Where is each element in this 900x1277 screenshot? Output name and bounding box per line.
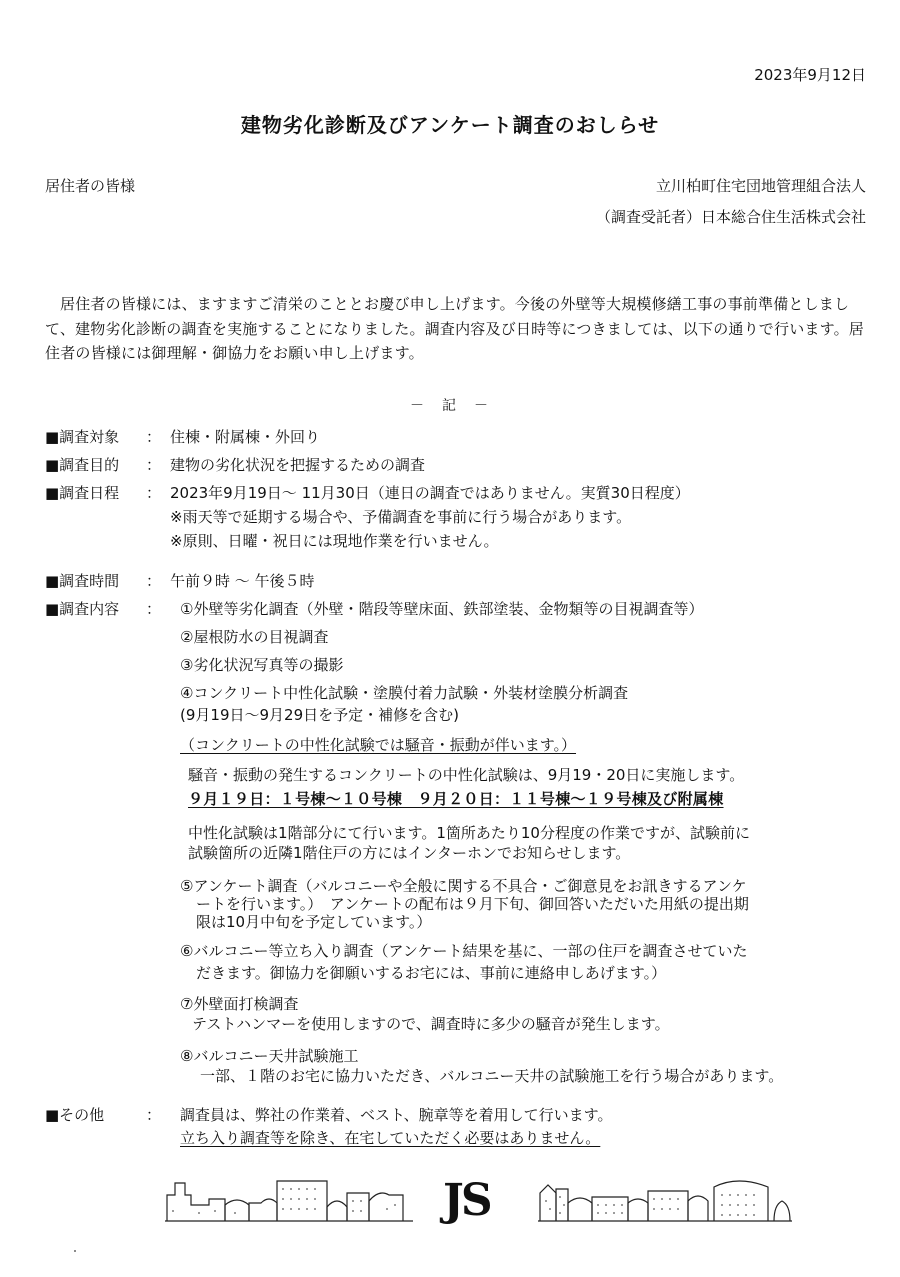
content-item-7-desc: テストハンマーを使用しますので、調査時に多少の騒音が発生します。 (192, 1015, 670, 1033)
intro-paragraph: 居住者の皆様には、ますますご清栄のこととお慶び申し上げます。今後の外壁等大規模修繕工事の事前準備としまして、建物劣化診断の調査を実施することになりました。調査内容及び日時等につきましては、以下の通りで行います。居住者の皆様には御理解・御協力をお願い申し上げます。 (45, 295, 865, 362)
content-item-6-line-1: ⑥バルコニー等立ち入り調査（アンケート結果を基に、一部の住戸を調査させていた (180, 942, 748, 960)
skyline-right-illustration (538, 1175, 793, 1225)
scan-speck (74, 1250, 76, 1252)
addressee: 居住者の皆様 (45, 177, 136, 195)
schedule-colon: ： (146, 484, 162, 502)
skyline-left-illustration (165, 1175, 415, 1225)
contractor-name: （調査受託者）日本総合住生活株式会社 (595, 208, 866, 226)
target-value: 住棟・附属棟・外回り (170, 428, 321, 446)
other-colon: ： (146, 1106, 162, 1124)
content-item-4-note-1: 中性化試験は1階部分にて行います。1箇所あたり10分程度の作業ですが、試験前に (188, 824, 750, 842)
purpose-colon: ： (146, 456, 162, 474)
document-date: 2023年9月12日 (754, 66, 866, 84)
content-item-8-desc: 一部、１階のお宅に協力いただき、バルコニー天井の試験施工を行う場合があります。 (200, 1067, 784, 1085)
other-label: ■その他 (45, 1106, 105, 1124)
content-item-4-note-2: 試験箇所の近隣1階住戸の方にはインターホンでお知らせします。 (188, 844, 631, 862)
other-value-2: 立ち入り調査等を除き、在宅していただく必要はありません。 (180, 1129, 601, 1147)
purpose-value: 建物の劣化状況を把握するための調査 (170, 456, 426, 474)
content-item-2: ②屋根防水の目視調査 (180, 628, 329, 646)
target-colon: ： (146, 428, 162, 446)
time-label: ■調査時間 (45, 572, 120, 590)
schedule-note-1: ※雨天等で延期する場合や、予備調査を事前に行う場合があります。 (170, 508, 632, 526)
company-logo: JS (443, 1175, 490, 1226)
content-item-7-title: ⑦外壁面打検調査 (180, 995, 299, 1013)
other-value-1: 調査員は、弊社の作業着、ベスト、腕章等を着用して行います。 (180, 1106, 613, 1124)
content-item-3: ③劣化状況写真等の撮影 (180, 656, 344, 674)
content-item-5-line-2: ートを行います。） アンケートの配布は９月下旬、御回答いただいた用紙の提出期 (196, 895, 749, 913)
content-label: ■調査内容 (45, 600, 120, 618)
content-item-4-period: (9月19日～9月29日を予定・補修を含む) (180, 706, 459, 724)
content-item-5-line-1: ⑤アンケート調査（バルコニーや全般に関する不具合・ご御意見をお訊きするアンケ (180, 877, 747, 895)
content-item-6-line-2: だきます。御協力を御願いするお宅には、事前に連絡申しあげます。） (196, 964, 667, 982)
target-label: ■調査対象 (45, 428, 120, 446)
schedule-label: ■調査日程 (45, 484, 120, 502)
content-item-1: ①外壁等劣化調査（外壁・階段等壁床面、鉄部塗装、金物類等の目視調査等） (180, 600, 704, 618)
content-item-4-dates: ９月１９日：１号棟～１０号棟 ９月２０日：１１号棟～１９号棟及び附属棟 (188, 790, 724, 808)
content-colon: ： (146, 600, 162, 618)
time-value: 午前９時 ～ 午後５時 (170, 572, 315, 590)
content-item-4: ④コンクリート中性化試験・塗膜付着力試験・外装材塗膜分析調査 (180, 684, 629, 702)
purpose-label: ■調査目的 (45, 456, 120, 474)
organization-name: 立川柏町住宅団地管理組合法人 (655, 177, 866, 195)
time-colon: ： (146, 572, 162, 590)
content-item-4-desc: 騒音・振動の発生するコンクリートの中性化試験は、9月19・20日に実施します。 (188, 766, 745, 784)
ki-heading: － 記 － (410, 398, 490, 414)
content-item-4-warning: （コンクリートの中性化試験では騒音・振動が伴います。） (180, 736, 577, 754)
content-item-8-title: ⑧バルコニー天井試験施工 (180, 1047, 359, 1065)
document-title: 建物劣化診断及びアンケート調査のおしらせ (240, 113, 660, 137)
schedule-note-2: ※原則、日曜・祝日には現地作業を行いません。 (170, 532, 499, 550)
schedule-value: 2023年9月19日～ 11月30日（連日の調査ではありません。実質30日程度） (170, 484, 690, 502)
content-item-5-line-3: 限は10月中旬を予定しています。） (196, 913, 432, 931)
